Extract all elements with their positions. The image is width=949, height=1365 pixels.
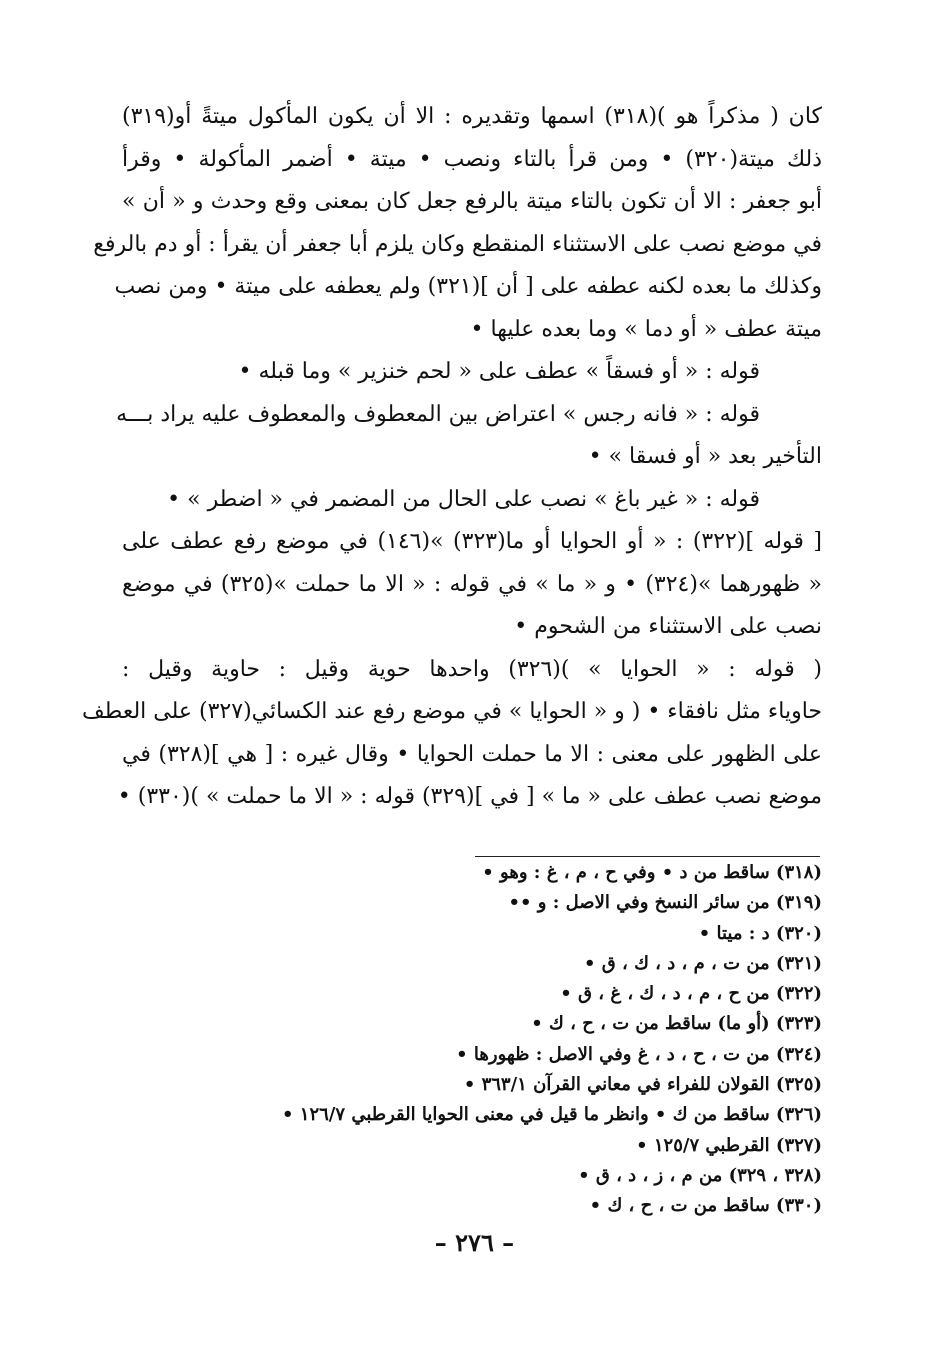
footnote: (٣٢٢) من ح ، م ، د ، ك ، غ ، ق • bbox=[560, 983, 822, 1005]
text-line: حاوياء مثل نافقاء • ( و « الحوايا » في موضع رفع عند الكسائي(٣٢٧) على العطف bbox=[82, 699, 822, 724]
text-line: أبو جعفر : الا أن تكون بالتاء ميتة بالرفع جعل كان بمعنى وقع وحدث و « أن » bbox=[122, 189, 822, 214]
text-line: ( قوله : « الحوايا » )(٣٢٦) واحدها حوية وقيل : حاوية وقيل : bbox=[122, 656, 822, 682]
text-line: كان ( مذكراً هو )(٣١٨) اسمها وتقديره : الا أن يكون المأكول ميتةً أو(٣١٩) bbox=[122, 104, 822, 129]
footnote: (٣٢٦) ساقط من ك • وانظر ما قيل في معنى الحوايا القرطبي ١٢٦/٧ • bbox=[282, 1104, 822, 1126]
text-line: على الظهور على معنى : الا ما حملت الحوايا • وقال غيره : [ هي ](٣٢٨) في bbox=[122, 741, 822, 767]
text-line: قوله : « أو فسقاً » عطف على « لحم خنزير » وما قبله • bbox=[238, 359, 760, 384]
text-line: موضع نصب عطف على « ما » [ في ](٣٢٩) قوله : « الا ما حملت » )(٣٣٠) • bbox=[117, 784, 822, 809]
text-line: ميتة عطف « أو دما » وما بعده عليها • bbox=[470, 316, 822, 342]
text-line: وكذلك ما بعده لكنه عطفه على [ أن ](٣٢١) ولم يعطفه على ميتة • ومن نصب bbox=[114, 274, 822, 299]
text-line: « ظهورهما »(٣٢٤) • و « ما » في قوله : « الا ما حملت »(٣٢٥) في موضع bbox=[122, 571, 822, 597]
text-line: ذلك ميتة(٣٢٠) • ومن قرأ بالتاء ونصب • ميتة • أضمر المأكولة • وقرأ bbox=[122, 146, 822, 172]
footnotes bbox=[140, 858, 822, 1222]
footnote: (٣٢٤) من ت ، ح ، د ، غ وفي الاصل : ظهورها • bbox=[456, 1043, 822, 1065]
footnote: (٣٢٧) القرطبي ١٢٥/٧ • bbox=[636, 1134, 822, 1156]
footnote: (٣١٩) من سائر النسخ وفي الاصل : و •• bbox=[508, 892, 822, 914]
footnote: (٣١٨) ساقط من د • وفي ح ، م ، غ : وهو • bbox=[482, 862, 822, 883]
footnote-divider bbox=[475, 856, 820, 857]
footnote: (٣٢٠) د : ميتا • bbox=[698, 922, 822, 944]
footnote: (٣٢٨ ، ٣٢٩) من م ، ز ، د ، ق • bbox=[578, 1164, 822, 1186]
text-line: في موضع نصب على الاستثناء المنقطع وكان يلزم أبا جعفر أن يقرأ : أو دم بالرفع bbox=[93, 231, 822, 257]
text-line: نصب على الاستثناء من الشحوم • bbox=[514, 614, 822, 639]
footnote: (٣٢٥) القولان للفراء في معاني القرآن ٣٦٣/١ • bbox=[463, 1074, 822, 1096]
footnote: (٣٢٣) (أو ما) ساقط من ت ، ح ، ك • bbox=[531, 1013, 822, 1035]
text-line: قوله : « غير باغ » نصب على الحال من المضمر في « اضطر » • bbox=[167, 486, 760, 512]
text-line: قوله : « فانه رجس » اعتراض بين المعطوف والمعطوف عليه يراد بـــه bbox=[116, 401, 760, 427]
text-line: التأخير بعد « أو فسقا » • bbox=[588, 444, 822, 469]
main-text bbox=[82, 96, 822, 819]
text-line: [ قوله ](٣٢٢) : « أو الحوايا أو ما(٣٢٣) »(١٤٦) في موضع رفع عطف على bbox=[122, 529, 822, 554]
footnote: (٣٢١) من ت ، م ، د ، ك ، ق • bbox=[584, 952, 822, 974]
footnote: (٣٣٠) ساقط من ت ، ح ، ك • bbox=[589, 1195, 822, 1217]
page-number: – ٢٧٦ – bbox=[434, 1228, 515, 1257]
